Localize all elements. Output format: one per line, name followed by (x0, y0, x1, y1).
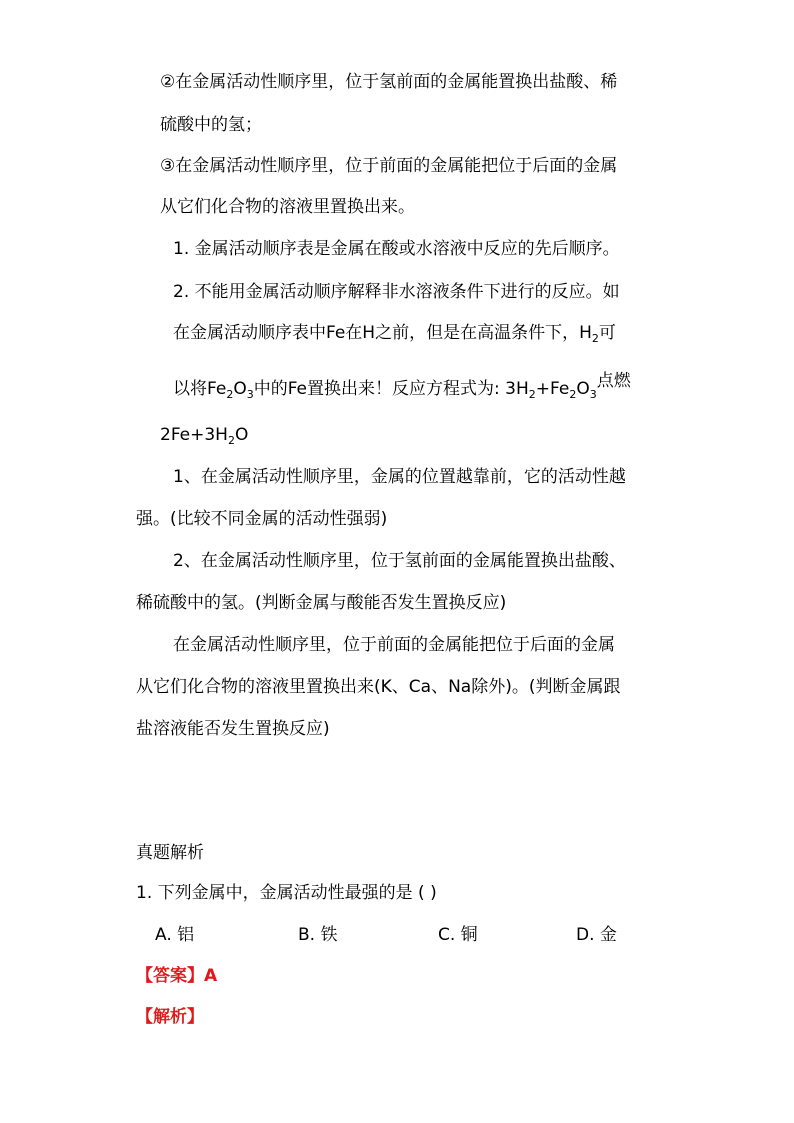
text-segment: 2Fe+3H (160, 425, 228, 445)
text-segment: +Fe (535, 379, 570, 399)
subscript: 2 (227, 434, 235, 447)
point-1-line2: 强。(比较不同金属的活动性强弱) (136, 509, 388, 529)
note-2-line3 (173, 370, 631, 406)
subscript: 2 (569, 388, 577, 401)
text-segment: 中的Fe置换出来！反应方程式为: 3H (253, 379, 529, 399)
analysis-label: 【解析】 (136, 1007, 204, 1027)
text-segment: O (576, 379, 590, 399)
note-2-line2 (173, 322, 616, 350)
section-title: 真题解析 (136, 843, 204, 863)
reaction-condition: 点燃 (596, 371, 631, 391)
point-2-line1: 2、在金属活动性顺序里，位于氢前面的金属能置换出盐酸、 (173, 551, 626, 571)
note-2-line1: 2. 不能用金属活动顺序解释非水溶液条件下进行的反应。如 (173, 282, 620, 302)
option-c: C. 铜 (438, 925, 478, 945)
text-segment: O (234, 425, 249, 445)
subscript: 3 (589, 388, 597, 401)
point-1-line1: 1、在金属活动性顺序里，金属的位置越靠前，它的活动性越 (173, 467, 626, 487)
rule-2-line1: ②在金属活动性顺序里，位于氢前面的金属能置换出盐酸、稀 (160, 72, 618, 92)
option-d: D. 金 (576, 925, 617, 945)
subscript: 2 (226, 388, 234, 401)
point-2-line2: 稀硫酸中的氢。(判断金属与酸能否发生置换反应) (136, 593, 507, 613)
point-3-line2: 从它们化合物的溶液里置换出来(K、Ca、Na除外)。(判断金属跟 (136, 677, 621, 697)
subscript: 3 (246, 388, 254, 401)
rule-3-line2: 从它们化合物的溶液里置换出来。 (160, 197, 415, 217)
point-3-line1: 在金属活动性顺序里，位于前面的金属能把位于后面的金属 (173, 635, 615, 655)
rule-3-line1: ③在金属活动性顺序里，位于前面的金属能把位于后面的金属 (160, 156, 618, 176)
option-a: A. 铝 (155, 925, 195, 945)
note-2-line2-text-a: 在金属活动顺序表中Fe在H之前，但是在高温条件下，H (173, 323, 592, 343)
subscript: 2 (528, 388, 536, 401)
text-segment: O (233, 379, 247, 399)
point-3-line3: 盐溶液能否发生置换反应) (136, 719, 330, 739)
option-b: B. 铁 (298, 925, 338, 945)
rule-2-line2: 硫酸中的氢； (160, 115, 262, 135)
note-2-line2-text-b: 可 (598, 323, 616, 343)
note-1: 1. 金属活动顺序表是金属在酸或水溶液中反应的先后顺序。 (173, 239, 620, 259)
answer-label: 【答案】A (136, 966, 218, 986)
text-segment: 以将Fe (173, 379, 227, 399)
equation-product (160, 424, 248, 452)
subscript: 2 (591, 332, 599, 345)
question-1: 1. 下列金属中，金属活动性最强的是 ( ) (136, 883, 437, 903)
